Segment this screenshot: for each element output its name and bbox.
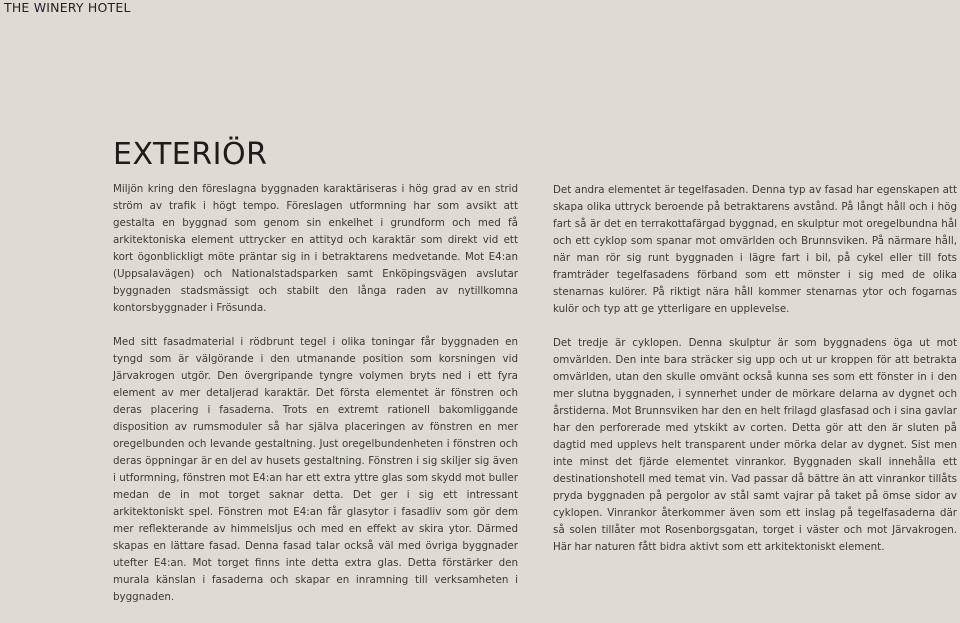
section-heading: EXTERIÖR bbox=[113, 137, 268, 172]
right-paragraph-1: Det andra elementet är tegelfasaden. Denna typ av fasad har egenskapen att skapa olika uttryck beroende på betraktarens avstånd. På långt håll och i hög fart så är det en terrakottafärgad byggnad, en skulptur mot oregelbundna hål och ett cyklop som spanar mot omvärlden och Brunnsviken. På närmare håll, när man rör sig runt byggnaden i lägre fart i bil, på cykel eller till fots framträder tegelfasadens förband som ett mönster i sig med de olika stenarnas kulörer. På riktigt nära håll kommer stenarnas ytor och fogarnas kulör och typ att ge ytterligare en upplevelse. bbox=[553, 184, 957, 315]
left-paragraph-2: Med sitt fasadmaterial i rödbrunt tegel i olika toningar får byggnaden en tyngd som är välgörande i den utmanande position som korsningen vid Järvakrogen utgör. Den övergripande tyngre volymen bryts ned i ett fyra element av mer detaljerad karaktär. Det första elementet är fönstren och deras placering i fasaderna. Trots en extremt rationell bakomliggande disposition av rumsmoduler så har själva placeringen av fönstren en mer oregelbunden och levande gestaltning. Just oregelbundenheten i fönstren och deras öppningar är en del av husets gestaltning. Fönstren i sig skiljer sig även i utformning, fönstren mot E4:an har ett extra yttre glas som skydd mot buller medan de in mot torget saknar detta. Det ger i sig ett intressant arkitektoniskt spel. Fönstren mot E4:an får glasytor i fasadliv som gör dem mer reflekterande av himmelsljus och med en effekt av skira ytor. Därmed skapas en lättare fasad. Denna fasad talar också väl med övriga byggnader utefter E4:an. Mot torget finns inte detta extra glas. Detta förstärker den murala känslan i fasaderna och skapar en inramning till verksamheten i byggnaden. bbox=[113, 336, 518, 603]
left-text-column bbox=[113, 181, 518, 623]
right-text-column bbox=[553, 182, 957, 573]
document-header: THE WINERY HOTEL bbox=[4, 0, 131, 15]
right-paragraph-2: Det tredje är cyklopen. Denna skulptur är som byggnadens öga ut mot omvärlden. Den inte bara sträcker sig upp och ut ur kroppen för att betrakta omvärlden, utan den skulle omvänt också kunna ses som ett fönster in i den mer slutna byggnaden, i synnerhet under de mörkare delarna av dygnet och årstiderna. Mot Brunnsviken har den en helt frilagd glasfasad och i sina gavlar har den perforerade med ytskikt av corten. Detta gör att den är sluten på dagtid med upplevs helt transparent under mörka delar av dygnet. Sist men inte minst det fjärde elementet vinrankor. Byggnaden skall innehålla ett destinationshotell med temat vin. Vad passar då bättre än att vinrankor tillåts pryda byggnaden på pergolor av stål samt vajrar på taket på ömse sidor av cyklopen. Vinrankor återkommer även som ett inslag på tegelfasaderna där så solen tillåter mot Rosenborgsgatan, torget i väster och mot Järvakrogen. Här har naturen fått bidra aktivt som ett arkitektoniskt element. bbox=[553, 337, 958, 553]
left-paragraph-1: Miljön kring den föreslagna byggnaden karaktäriseras i hög grad av en strid ström av trafik i högt tempo. Föreslagen utformning har som avsikt att gestalta en byggnad som genom sin enkelhet i grundform och med få arkitektoniska element uttrycker en attityd och karaktär som direkt vid ett kort ögonblickligt möte präntar sig in i betraktarens medvetande. Mot E4:an (Uppsalavägen) och Nationalstadsparken samt Enköpingsvägen avslutar byggnaden stadsmässigt och stabilt den långa raden av nytillkomna kontorsbyggnader i Frösunda. bbox=[113, 183, 518, 314]
